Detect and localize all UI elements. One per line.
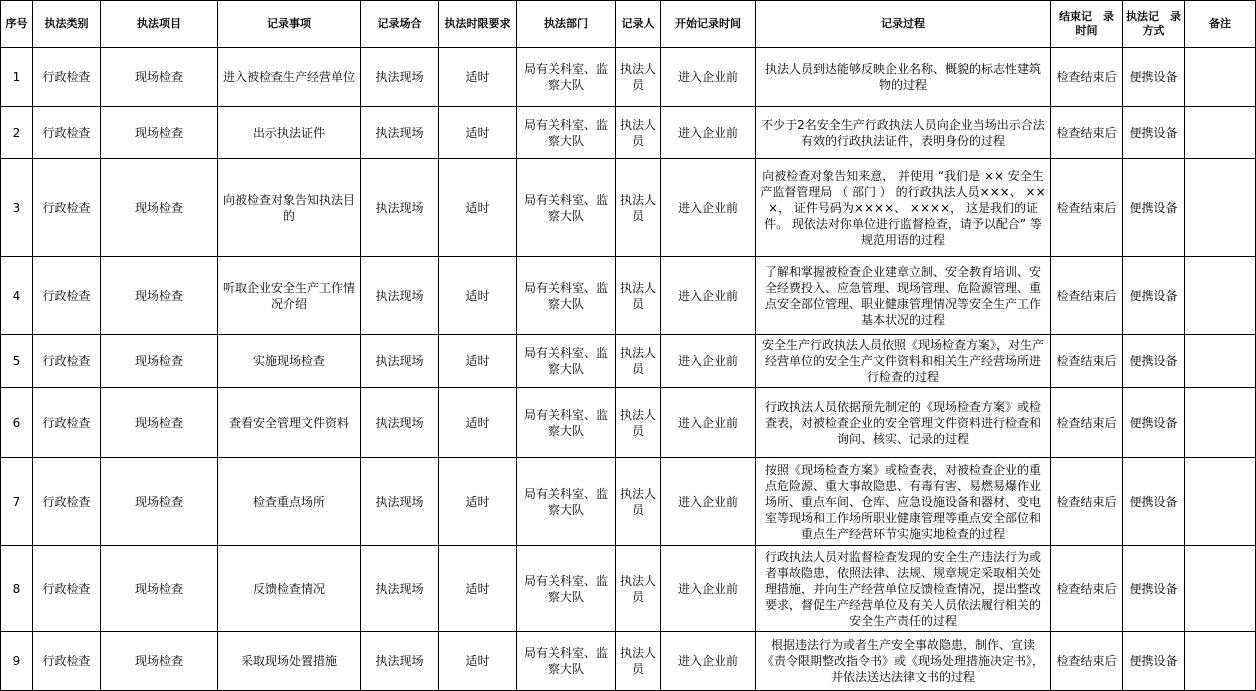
table-row xyxy=(1,335,1256,388)
cell-method: 便携设备 xyxy=(1123,546,1185,632)
cell-category: 行政检查 xyxy=(33,388,101,458)
cell-department: 局有关科室、监察大队 xyxy=(517,458,616,546)
header-project: 执法项目 xyxy=(101,1,218,48)
cell-department: 局有关科室、监察大队 xyxy=(517,107,616,159)
cell-item: 实施现场检查 xyxy=(218,335,361,388)
cell-time-limit: 适时 xyxy=(439,159,517,257)
cell-item: 采取现场处置措施 xyxy=(218,632,361,691)
cell-remarks xyxy=(1185,107,1256,159)
cell-method: 便携设备 xyxy=(1123,388,1185,458)
table-row xyxy=(1,48,1256,107)
cell-occasion: 执法现场 xyxy=(361,107,439,159)
cell-department: 局有关科室、监察大队 xyxy=(517,546,616,632)
cell-time-limit: 适时 xyxy=(439,546,517,632)
cell-end-time: 检查结束后 xyxy=(1051,107,1123,159)
cell-start-time: 进入企业前 xyxy=(661,257,756,335)
header-method: 执法记 录 方式 xyxy=(1123,1,1185,48)
cell-recorder: 执法人员 xyxy=(616,48,661,107)
cell-method: 便携设备 xyxy=(1123,107,1185,159)
cell-start-time: 进入企业前 xyxy=(661,159,756,257)
cell-no: 4 xyxy=(1,257,33,335)
cell-remarks xyxy=(1185,546,1256,632)
cell-recorder: 执法人员 xyxy=(616,458,661,546)
cell-remarks xyxy=(1185,257,1256,335)
cell-end-time: 检查结束后 xyxy=(1051,546,1123,632)
cell-item: 出示执法证件 xyxy=(218,107,361,159)
cell-process: 行政执法人员依据预先制定的《现场检查方案》或检查表，对被检查企业的安全管理文件资料进行检查和询问、核实、记录的过程 xyxy=(756,388,1051,458)
cell-occasion: 执法现场 xyxy=(361,632,439,691)
cell-no: 2 xyxy=(1,107,33,159)
cell-project: 现场检查 xyxy=(101,107,218,159)
cell-remarks xyxy=(1185,335,1256,388)
table-row xyxy=(1,546,1256,632)
cell-process: 执法人员到达能够反映企业名称、概貌的标志性建筑物的过程 xyxy=(756,48,1051,107)
cell-recorder: 执法人员 xyxy=(616,632,661,691)
cell-category: 行政检查 xyxy=(33,48,101,107)
cell-time-limit: 适时 xyxy=(439,388,517,458)
cell-project: 现场检查 xyxy=(101,388,218,458)
table-row xyxy=(1,107,1256,159)
cell-department: 局有关科室、监察大队 xyxy=(517,48,616,107)
table-row xyxy=(1,159,1256,257)
cell-item: 反馈检查情况 xyxy=(218,546,361,632)
cell-occasion: 执法现场 xyxy=(361,546,439,632)
cell-process: 根据违法行为或者生产安全事故隐患，制作、宣读《责令限期整改指令书》或《现场处理措施决定书》，并依法送达法律文书的过程 xyxy=(756,632,1051,691)
cell-category: 行政检查 xyxy=(33,632,101,691)
cell-start-time: 进入企业前 xyxy=(661,632,756,691)
cell-remarks xyxy=(1185,632,1256,691)
cell-category: 行政检查 xyxy=(33,107,101,159)
cell-process: 了解和掌握被检查企业建章立制、安全教育培训、安全经费投入、应急管理、现场管理、危险源管理、重点安全部位管理、职业健康管理情况等安全生产工作基本状况的过程 xyxy=(756,257,1051,335)
table-row xyxy=(1,388,1256,458)
cell-category: 行政检查 xyxy=(33,546,101,632)
cell-method: 便携设备 xyxy=(1123,632,1185,691)
cell-project: 现场检查 xyxy=(101,335,218,388)
header-occasion: 记录场合 xyxy=(361,1,439,48)
cell-start-time: 进入企业前 xyxy=(661,335,756,388)
cell-start-time: 进入企业前 xyxy=(661,388,756,458)
cell-department: 局有关科室、监察大队 xyxy=(517,335,616,388)
cell-no: 3 xyxy=(1,159,33,257)
header-process: 记录过程 xyxy=(756,1,1051,48)
cell-time-limit: 适时 xyxy=(439,632,517,691)
cell-process: 按照《现场检查方案》或检查表，对被检查企业的重点危险源、重大事故隐患、有毒有害、易燃易爆作业场所、重点车间、仓库、应急设施设备和器材、变电室等现场和工作场所职业健康管理等重点安全部位和重点生产经营环节实施实地检查的过程 xyxy=(756,458,1051,546)
cell-process: 不少于2名安全生产行政执法人员向企业当场出示合法有效的行政执法证件，表明身份的过程 xyxy=(756,107,1051,159)
cell-time-limit: 适时 xyxy=(439,48,517,107)
cell-end-time: 检查结束后 xyxy=(1051,388,1123,458)
cell-time-limit: 适时 xyxy=(439,335,517,388)
cell-recorder: 执法人员 xyxy=(616,159,661,257)
cell-start-time: 进入企业前 xyxy=(661,546,756,632)
cell-department: 局有关科室、监察大队 xyxy=(517,257,616,335)
cell-process: 行政执法人员对监督检查发现的安全生产违法行为或者事故隐患，依照法律、法规、规章规定采取相关处理措施，并向生产经营单位反馈检查情况，提出整改要求，督促生产经营单位及有关人员依法履行相关的安全生产责任的过程 xyxy=(756,546,1051,632)
cell-end-time: 检查结束后 xyxy=(1051,335,1123,388)
cell-recorder: 执法人员 xyxy=(616,335,661,388)
cell-category: 行政检查 xyxy=(33,159,101,257)
header-no: 序号 xyxy=(1,1,33,48)
cell-no: 7 xyxy=(1,458,33,546)
cell-item: 检查重点场所 xyxy=(218,458,361,546)
header-time-limit: 执法时限要求 xyxy=(439,1,517,48)
cell-category: 行政检查 xyxy=(33,458,101,546)
cell-method: 便携设备 xyxy=(1123,458,1185,546)
cell-project: 现场检查 xyxy=(101,159,218,257)
header-start-time: 开始记录时间 xyxy=(661,1,756,48)
cell-recorder: 执法人员 xyxy=(616,257,661,335)
cell-recorder: 执法人员 xyxy=(616,546,661,632)
cell-project: 现场检查 xyxy=(101,632,218,691)
cell-end-time: 检查结束后 xyxy=(1051,159,1123,257)
header-department: 执法部门 xyxy=(517,1,616,48)
cell-method: 便携设备 xyxy=(1123,48,1185,107)
cell-item: 向被检查对象告知执法目的 xyxy=(218,159,361,257)
table-row xyxy=(1,632,1256,691)
cell-occasion: 执法现场 xyxy=(361,159,439,257)
cell-remarks xyxy=(1185,458,1256,546)
cell-no: 8 xyxy=(1,546,33,632)
cell-end-time: 检查结束后 xyxy=(1051,257,1123,335)
cell-start-time: 进入企业前 xyxy=(661,48,756,107)
cell-no: 1 xyxy=(1,48,33,107)
cell-project: 现场检查 xyxy=(101,546,218,632)
cell-recorder: 执法人员 xyxy=(616,388,661,458)
cell-occasion: 执法现场 xyxy=(361,48,439,107)
cell-item: 进入被检查生产经营单位 xyxy=(218,48,361,107)
cell-project: 现场检查 xyxy=(101,257,218,335)
cell-end-time: 检查结束后 xyxy=(1051,632,1123,691)
cell-category: 行政检查 xyxy=(33,335,101,388)
cell-end-time: 检查结束后 xyxy=(1051,48,1123,107)
cell-time-limit: 适时 xyxy=(439,107,517,159)
cell-remarks xyxy=(1185,159,1256,257)
cell-no: 9 xyxy=(1,632,33,691)
cell-department: 局有关科室、监察大队 xyxy=(517,632,616,691)
cell-project: 现场检查 xyxy=(101,458,218,546)
cell-department: 局有关科室、监察大队 xyxy=(517,388,616,458)
cell-remarks xyxy=(1185,388,1256,458)
header-row xyxy=(1,1,1256,48)
header-item: 记录事项 xyxy=(218,1,361,48)
cell-process: 安全生产行政执法人员依照《现场检查方案》，对生产经营单位的安全生产文件资料和相关生产经营场所进行检查的过程 xyxy=(756,335,1051,388)
cell-occasion: 执法现场 xyxy=(361,257,439,335)
cell-occasion: 执法现场 xyxy=(361,335,439,388)
header-category: 执法类别 xyxy=(33,1,101,48)
cell-occasion: 执法现场 xyxy=(361,388,439,458)
cell-method: 便携设备 xyxy=(1123,335,1185,388)
cell-no: 5 xyxy=(1,335,33,388)
cell-start-time: 进入企业前 xyxy=(661,458,756,546)
cell-project: 现场检查 xyxy=(101,48,218,107)
cell-start-time: 进入企业前 xyxy=(661,107,756,159)
cell-time-limit: 适时 xyxy=(439,458,517,546)
header-recorder: 记录人 xyxy=(616,1,661,48)
header-end-time: 结束记 录 时间 xyxy=(1051,1,1123,48)
cell-no: 6 xyxy=(1,388,33,458)
cell-item: 听取企业安全生产工作情况介绍 xyxy=(218,257,361,335)
cell-method: 便携设备 xyxy=(1123,257,1185,335)
cell-remarks xyxy=(1185,48,1256,107)
cell-occasion: 执法现场 xyxy=(361,458,439,546)
cell-item: 查看安全管理文件资料 xyxy=(218,388,361,458)
cell-method: 便携设备 xyxy=(1123,159,1185,257)
cell-category: 行政检查 xyxy=(33,257,101,335)
cell-time-limit: 适时 xyxy=(439,257,517,335)
cell-end-time: 检查结束后 xyxy=(1051,458,1123,546)
table-row xyxy=(1,458,1256,546)
header-remarks: 备注 xyxy=(1185,1,1256,48)
cell-process: 向被检查对象告知来意， 并使用 “我们是 ×× 安全生产监督管理局 （ 部门 ） 的行政执法人员×××、 ×××， 证件号码为××××、 ××××， 这是我们的证件。 现依法对你单位进行监督检查，请予以配合” 等规范用语的过程 xyxy=(756,159,1051,257)
cell-department: 局有关科室、监察大队 xyxy=(517,159,616,257)
table-row xyxy=(1,257,1256,335)
cell-recorder: 执法人员 xyxy=(616,107,661,159)
